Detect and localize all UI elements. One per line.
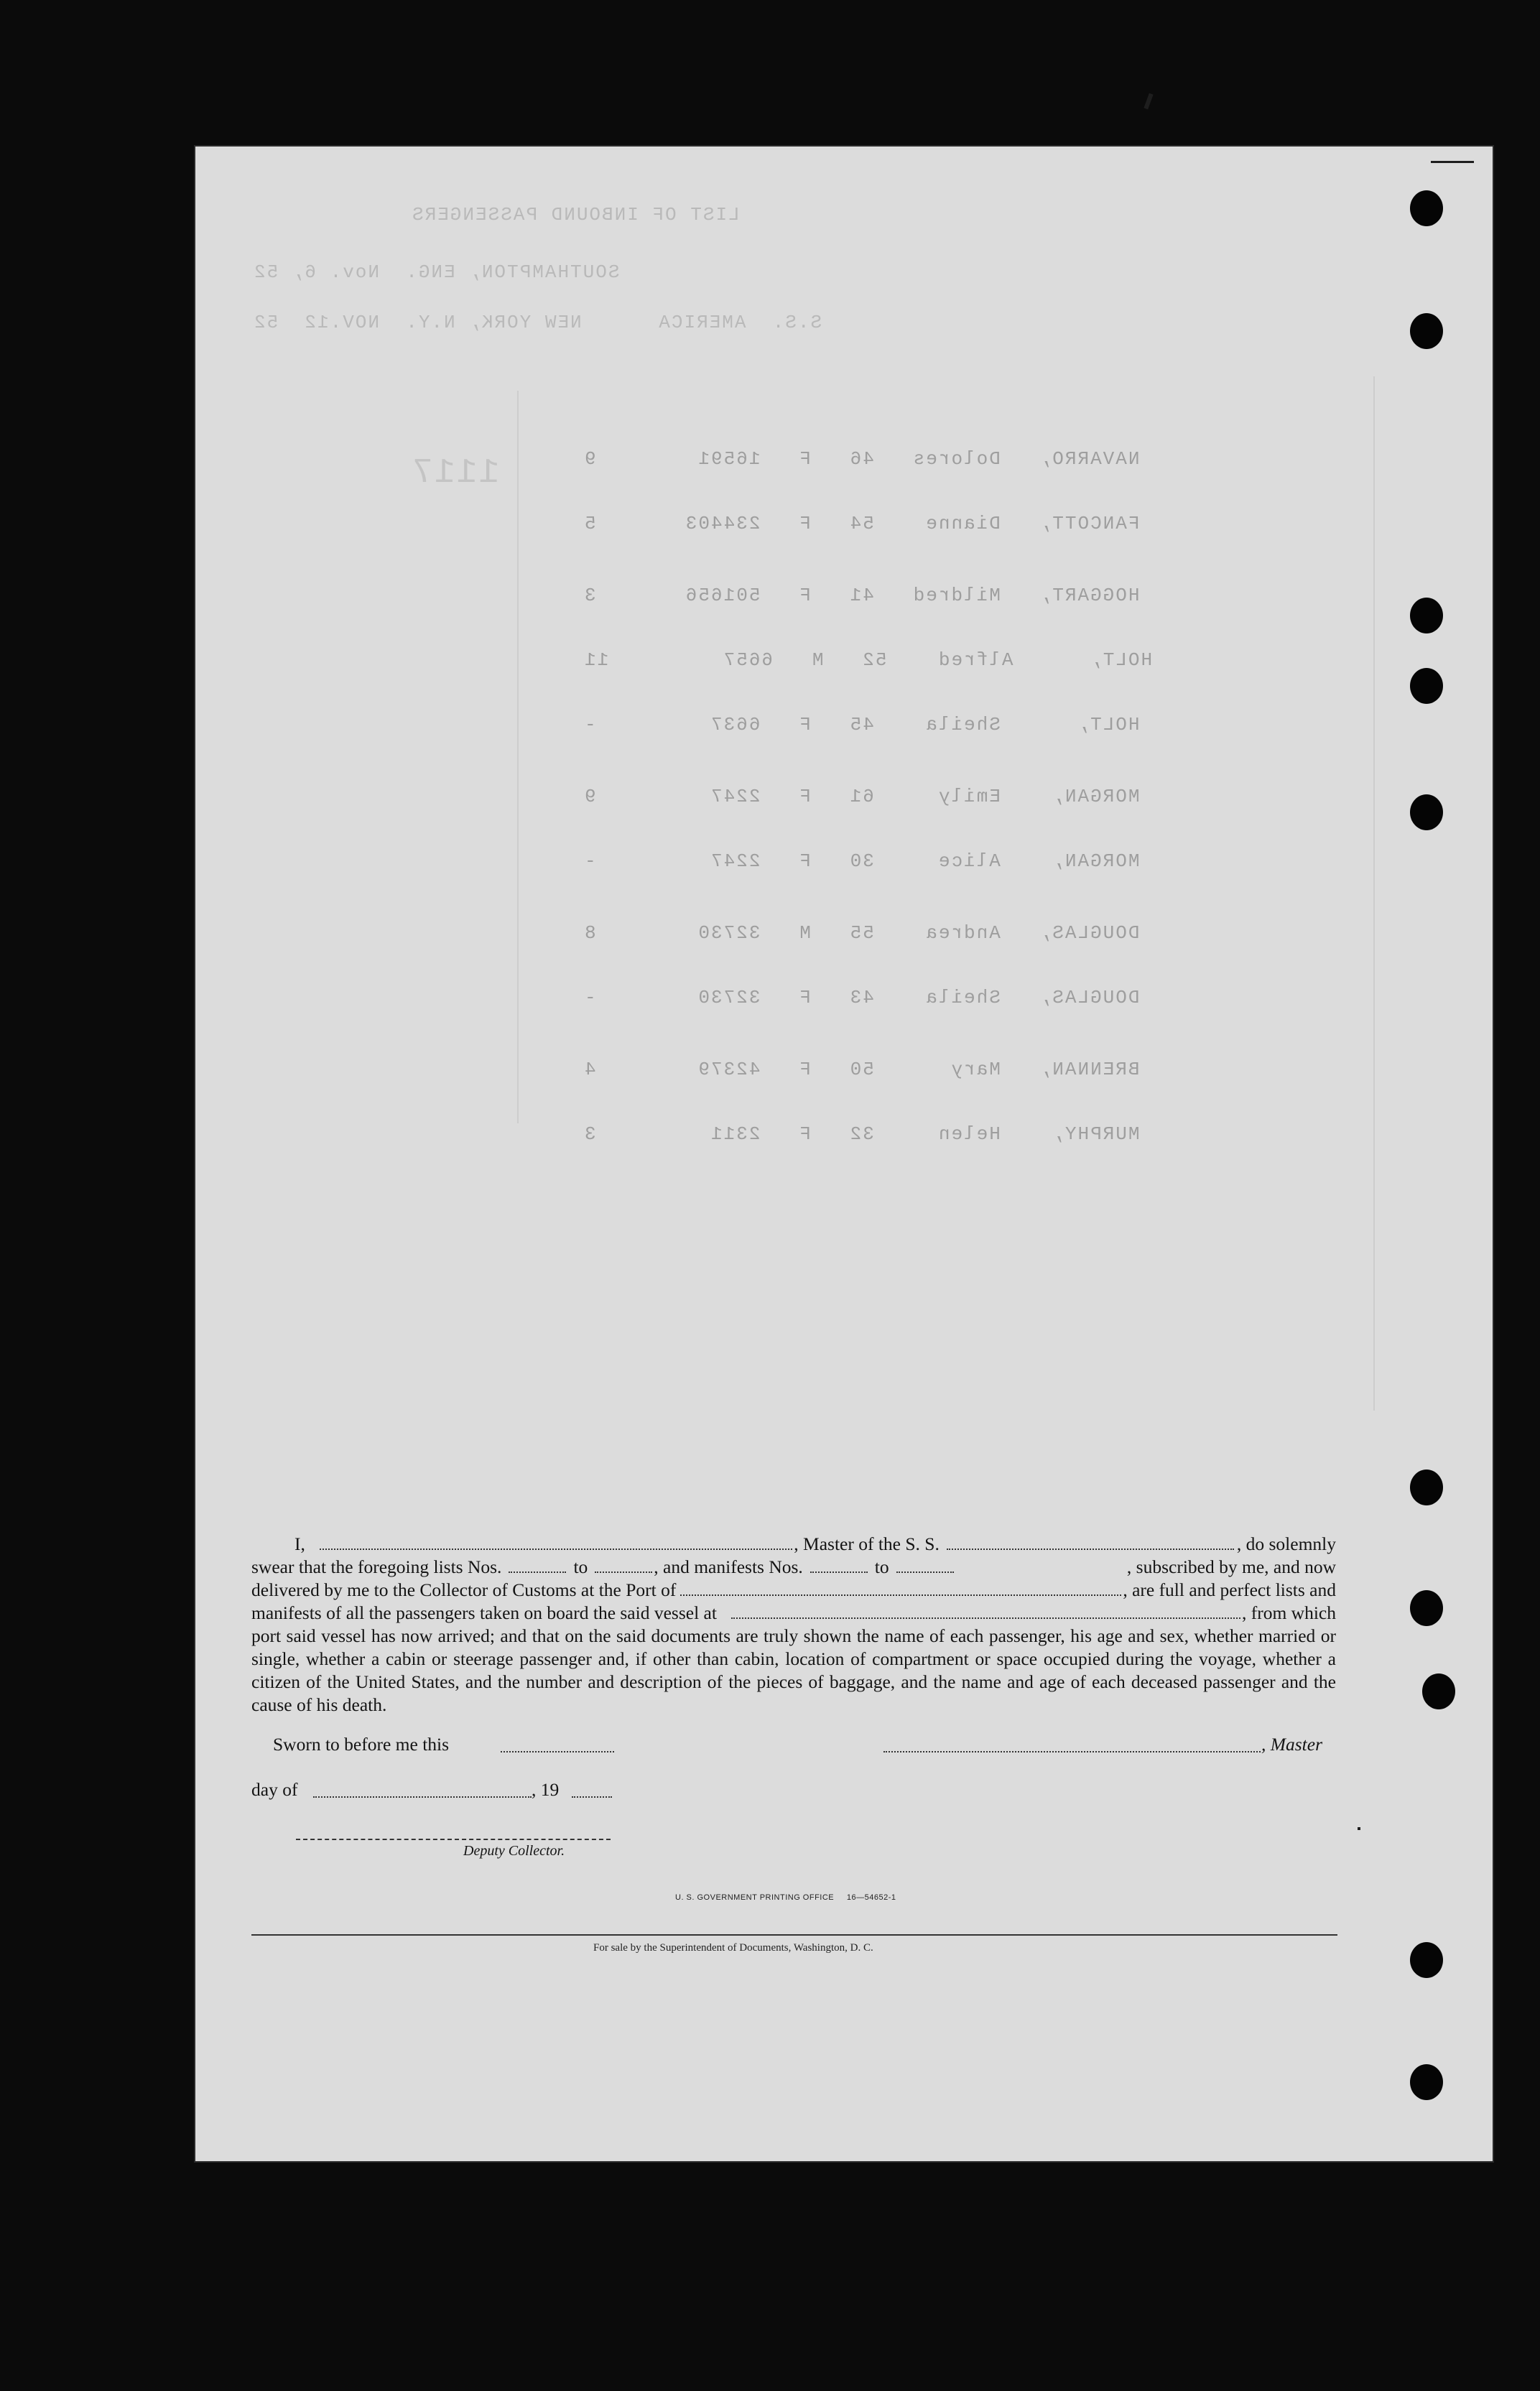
oath-line-3: [251, 1579, 1336, 1602]
oath-lists-nos: swear that the foregoing lists Nos.: [251, 1556, 502, 1577]
bleed-row: MORGAN, Alice 30 F 2247 -: [583, 850, 1140, 872]
binder-hole: [1410, 313, 1443, 349]
printing-office-imprint: U. S. GOVERNMENT PRINTING OFFICE 16—54652-1: [675, 1893, 896, 1902]
oath-to: to: [573, 1556, 588, 1577]
binder-hole: [1410, 598, 1443, 633]
bleed-row: HOLT, Alfred 52 M 6657 11: [583, 649, 1153, 671]
master-oath: [251, 1533, 1336, 1717]
list-to-blank: [595, 1571, 652, 1573]
sworn-label: Sworn to before me this: [273, 1734, 450, 1755]
oath-from-which: , from which: [1241, 1602, 1336, 1623]
deputy-signature-line: [296, 1839, 611, 1840]
manifest-page: [195, 147, 1493, 2161]
bleed-stamp: 1117: [411, 454, 500, 493]
edge-mark: [1431, 161, 1474, 163]
deputy-collector-label: Deputy Collector.: [463, 1843, 565, 1859]
sale-notice: For sale by the Superintendent of Documents, Washington, D. C.: [593, 1942, 873, 1954]
sworn-date-blank: [501, 1751, 614, 1752]
bleed-row: DOUGLAS, Sheila 43 F 32730 -: [583, 987, 1140, 1008]
master-signature-label: , Master: [1261, 1734, 1322, 1755]
oath-manifests-nos: , and manifests Nos.: [654, 1556, 803, 1577]
binder-hole: [1410, 2064, 1443, 2100]
bleed-row: MORGAN, Emily 61 F 2247 9: [583, 786, 1140, 807]
pen-mark: [1144, 93, 1153, 110]
master-name-blank: [320, 1548, 792, 1550]
binder-hole: [1410, 1590, 1443, 1626]
binder-hole: [1410, 190, 1443, 226]
bleed-row: BRENNAN, Mary 50 F 42379 4: [583, 1059, 1140, 1080]
oath-manifests-all: manifests of all the passengers taken on board the said vessel at: [251, 1602, 717, 1623]
year-blank: [572, 1796, 612, 1798]
binder-hole: [1422, 1673, 1455, 1709]
oath-i: I,: [294, 1533, 305, 1554]
bleed-header-1: LIST OF INBOUND PASSENGERS: [411, 204, 740, 226]
oath-body: port said vessel has now arrived; and that on the said documents are truly shown the name of each passenger, his age and sex, whether married or single, whether a cabin or steerage passenger and, if other than cabin, location of compartment or space occupied during the voyage, whether a citizen of the United States, and the number and description of the pieces of baggage, and the name and age of each deceased passenger and the cause of his death.: [251, 1625, 1336, 1715]
bleed-row: FANCOTT, Dianne 54 F 234403 5: [583, 513, 1140, 534]
oath-master-of: , Master of the S. S.: [794, 1533, 940, 1554]
master-signature-line: [883, 1751, 1261, 1752]
bleed-row: HOLT, Sheila 45 F 6637 -: [583, 714, 1140, 735]
oath-line-4: [251, 1602, 1336, 1625]
oath-do-solemnly: , do solemnly: [1236, 1533, 1336, 1554]
manifest-to-blank: [896, 1571, 954, 1573]
footer-rule: [251, 1934, 1337, 1936]
embark-port-blank: [731, 1617, 1240, 1619]
bleed-vertical-rule-right: [1373, 376, 1375, 1411]
bleed-row: MURPHY, Helen 32 F 2311 3: [583, 1123, 1140, 1145]
oath-delivered: delivered by me to the Collector of Customs at the Port of: [251, 1579, 677, 1600]
edge-mark: [1358, 1827, 1360, 1830]
binder-hole: [1410, 1942, 1443, 1978]
bleed-row: DOUGLAS, Andrea 55 M 32730 8: [583, 922, 1140, 944]
bleed-header-3: S.S. AMERICA NEW YORK, N.Y. NOV.12 52: [253, 312, 822, 333]
day-of-label: day of: [251, 1779, 298, 1800]
month-blank: [313, 1796, 532, 1798]
vessel-name-blank: [947, 1548, 1234, 1550]
oath-full-perfect: , are full and perfect lists and: [1123, 1579, 1336, 1600]
binder-hole: [1410, 794, 1443, 830]
binder-hole: [1410, 1470, 1443, 1505]
oath-to: to: [874, 1556, 889, 1577]
list-from-blank: [509, 1571, 566, 1573]
bleed-header-2: SOUTHAMPTON, ENG. Nov. 6, 52: [253, 261, 620, 283]
bleed-row: HOGGART, Mildred 41 F 501656 3: [583, 585, 1140, 606]
year-label: , 19: [532, 1779, 560, 1800]
bleed-row: NAVARRO, Dolores 46 F 16591 9: [583, 448, 1140, 470]
manifest-from-blank: [810, 1571, 868, 1573]
port-blank: [680, 1594, 1121, 1596]
oath-subscribed: , subscribed by me, and now: [1126, 1556, 1336, 1577]
oath-line-1: [251, 1533, 1336, 1556]
oath-line-2: [251, 1556, 1336, 1579]
bleed-vertical-rule: [517, 391, 519, 1123]
binder-hole: [1410, 668, 1443, 704]
